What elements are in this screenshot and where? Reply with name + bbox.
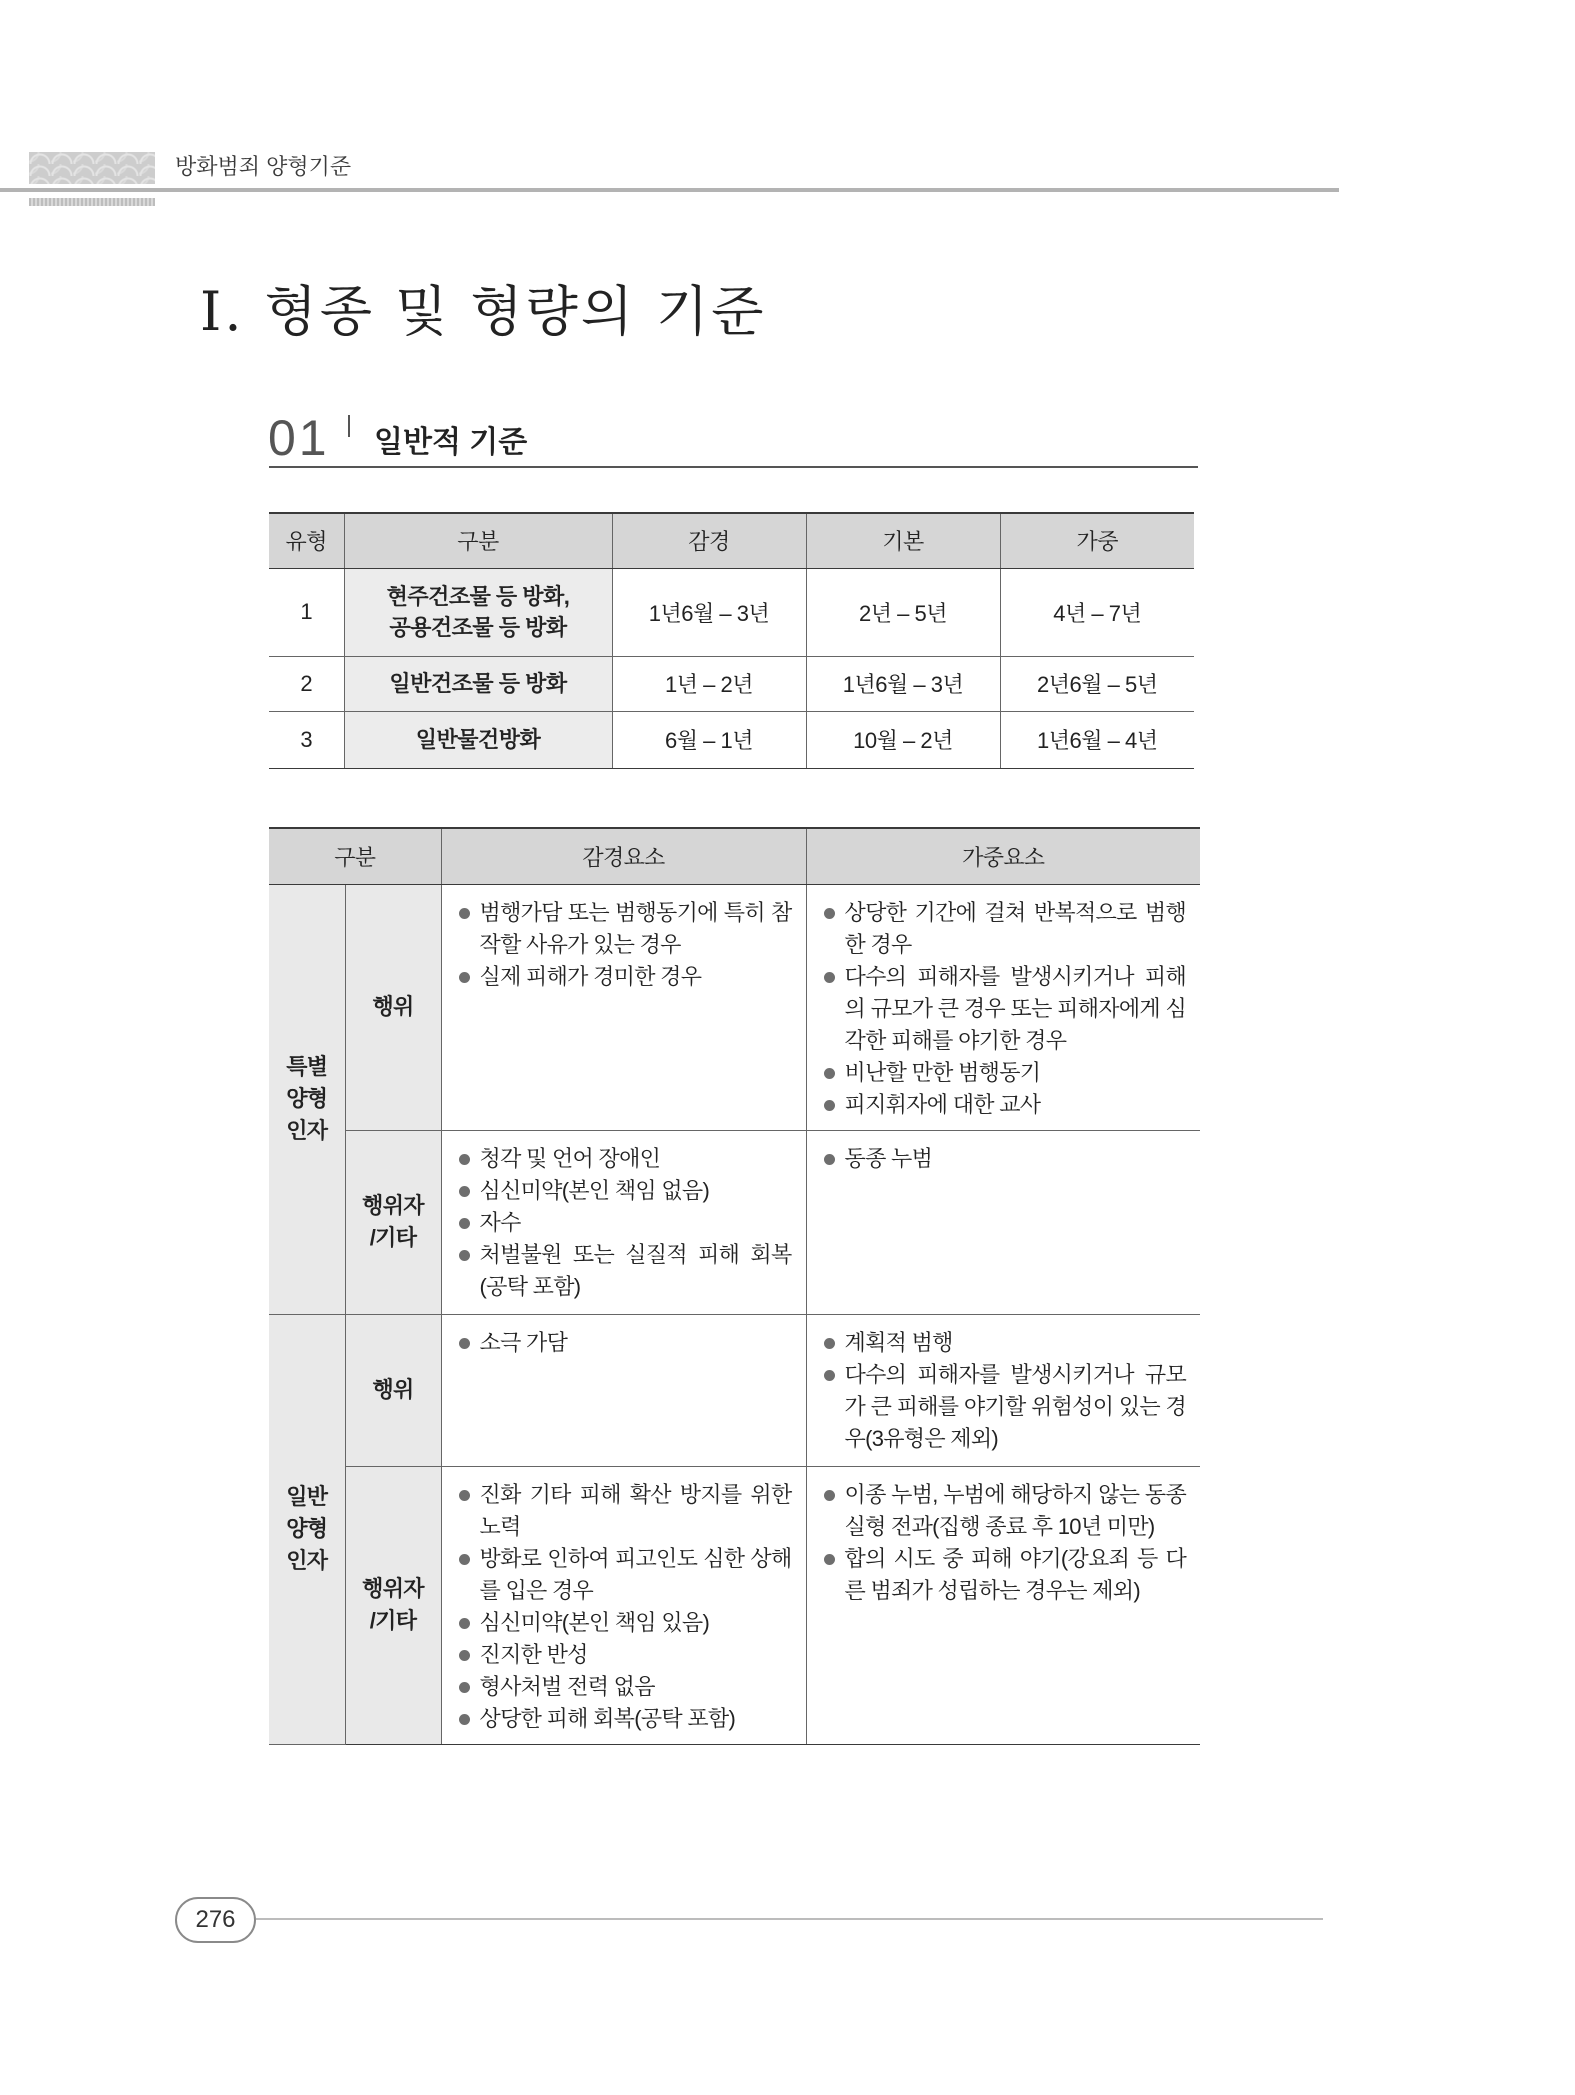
aggravating-factor: 다수의 피해자를 발생시키거나 피해의 규모가 큰 경우 또는 피해자에게 심각한 피해를 야기한 경우 <box>807 961 1187 1057</box>
mitigating-factor-list <box>442 897 792 993</box>
group-label-special-factors <box>269 884 345 1314</box>
subgroup-label-line: /기타 <box>369 1225 417 1250</box>
aggravating-factors-cell <box>806 1130 1200 1314</box>
mitigating-factor: 처벌불원 또는 실질적 피해 회복(공탁 포함) <box>442 1239 792 1303</box>
group-label-general-factors <box>269 1314 345 1744</box>
type-cell: 2 <box>269 656 344 711</box>
group-label-line: 인자 <box>286 1118 328 1143</box>
mitigating-factor: 자수 <box>442 1207 792 1239</box>
column-header-category: 구분 <box>344 513 612 568</box>
sentencing-range-table <box>269 512 1194 769</box>
aggravated-range-cell: 4년 – 7년 <box>1000 568 1194 656</box>
column-header-category: 구분 <box>269 828 441 884</box>
aggravating-factor-list <box>807 1479 1187 1607</box>
table-header-row <box>269 828 1200 884</box>
table-row <box>269 884 1200 1130</box>
table-row <box>269 568 1194 656</box>
column-header-mitigating: 감경요소 <box>441 828 806 884</box>
aggravated-range-cell: 1년6월 – 4년 <box>1000 711 1194 768</box>
aggravating-factors-cell <box>806 884 1200 1130</box>
subgroup-label-line: 행위 <box>372 1377 414 1402</box>
header-rule <box>0 188 1339 192</box>
category-line: 일반건조물 등 방화 <box>389 671 567 696</box>
header-sub-ornament <box>29 198 155 206</box>
section-rule <box>269 466 1198 468</box>
section-title: 일반적 기준 <box>374 426 528 459</box>
mitigating-factors-cell <box>441 1466 806 1744</box>
aggravating-factor: 상당한 기간에 걸쳐 반복적으로 범행한 경우 <box>807 897 1187 961</box>
subgroup-label-line: /기타 <box>369 1608 417 1633</box>
type-cell: 1 <box>269 568 344 656</box>
subgroup-label-line: 행위 <box>372 994 414 1019</box>
mitigating-factor: 실제 피해가 경미한 경우 <box>442 961 792 993</box>
aggravating-factors-cell <box>806 1314 1200 1466</box>
subgroup-label-line: 행위자 <box>362 1576 424 1601</box>
section-number: 01 <box>268 410 330 466</box>
mitigating-factor-list <box>442 1479 792 1735</box>
mitigating-factor: 방화로 인하여 피고인도 심한 상해를 입은 경우 <box>442 1543 792 1607</box>
basic-range-cell: 2년 – 5년 <box>806 568 1000 656</box>
running-title: 방화범죄 양형기준 <box>175 154 352 179</box>
mitigated-range-cell: 6월 – 1년 <box>612 711 806 768</box>
section-divider <box>348 415 350 437</box>
subgroup-label-line: 행위자 <box>362 1193 424 1218</box>
subgroup-label-conduct <box>345 884 441 1130</box>
subgroup-label-offender <box>345 1466 441 1744</box>
mitigating-factor: 상당한 피해 회복(공탁 포함) <box>442 1703 792 1735</box>
mitigating-factor-list <box>442 1143 792 1303</box>
aggravating-factor-list <box>807 1327 1187 1455</box>
column-header-type: 유형 <box>269 513 344 568</box>
header-ornament <box>29 152 155 184</box>
aggravating-factor: 피지휘자에 대한 교사 <box>807 1089 1187 1121</box>
aggravated-range-cell: 2년6월 – 5년 <box>1000 656 1194 711</box>
page-number: 276 <box>175 1897 256 1943</box>
mitigating-factor: 심신미약(본인 책임 없음) <box>442 1175 792 1207</box>
type-cell: 3 <box>269 711 344 768</box>
mitigating-factors-cell <box>441 1130 806 1314</box>
mitigating-factor: 진화 기타 피해 확산 방지를 위한 노력 <box>442 1479 792 1543</box>
mitigating-factors-cell <box>441 884 806 1130</box>
table-row <box>269 1314 1200 1466</box>
group-label-line: 일반 <box>286 1484 328 1509</box>
subgroup-label-conduct <box>345 1314 441 1466</box>
group-label-line: 특별 <box>286 1054 328 1079</box>
mitigated-range-cell: 1년6월 – 3년 <box>612 568 806 656</box>
mitigating-factor: 청각 및 언어 장애인 <box>442 1143 792 1175</box>
mitigating-factor: 진지한 반성 <box>442 1639 792 1671</box>
category-cell <box>344 656 612 711</box>
table-row <box>269 1130 1200 1314</box>
aggravating-factor: 합의 시도 중 피해 야기(강요죄 등 다른 범죄가 성립하는 경우는 제외) <box>807 1543 1187 1607</box>
column-header-basic: 기본 <box>806 513 1000 568</box>
mitigating-factor: 형사처벌 전력 없음 <box>442 1671 792 1703</box>
chapter-title: Ⅰ. 형종 및 형량의 기준 <box>200 280 767 343</box>
category-line: 공용건조물 등 방화 <box>389 615 567 640</box>
aggravating-factor-list <box>807 897 1187 1121</box>
mitigating-factor: 범행가담 또는 범행동기에 특히 참작할 사유가 있는 경우 <box>442 897 792 961</box>
group-label-line: 양형 <box>286 1086 328 1111</box>
category-cell <box>344 711 612 768</box>
table-row <box>269 711 1194 768</box>
mitigating-factor: 소극 가담 <box>442 1327 792 1359</box>
column-header-aggravated: 가중 <box>1000 513 1194 568</box>
column-header-mitigated: 감경 <box>612 513 806 568</box>
mitigating-factor-list <box>442 1327 792 1359</box>
mitigating-factor: 심신미약(본인 책임 있음) <box>442 1607 792 1639</box>
group-label-line: 양형 <box>286 1516 328 1541</box>
table-row <box>269 656 1194 711</box>
aggravating-factor: 이종 누범, 누범에 해당하지 않는 동종 실형 전과(집행 종료 후 10년 미만) <box>807 1479 1187 1543</box>
column-header-aggravating: 가중요소 <box>806 828 1200 884</box>
basic-range-cell: 1년6월 – 3년 <box>806 656 1000 711</box>
subgroup-label-offender <box>345 1130 441 1314</box>
table-header-row <box>269 513 1194 568</box>
aggravating-factor-list <box>807 1143 1187 1175</box>
table-row <box>269 1466 1200 1744</box>
mitigated-range-cell: 1년 – 2년 <box>612 656 806 711</box>
category-cell <box>344 568 612 656</box>
aggravating-factor: 비난할 만한 범행동기 <box>807 1057 1187 1089</box>
aggravating-factor: 동종 누범 <box>807 1143 1187 1175</box>
aggravating-factor: 다수의 피해자를 발생시키거나 규모가 큰 피해를 야기할 위험성이 있는 경우(3유형은 제외) <box>807 1359 1187 1455</box>
aggravating-factors-cell <box>806 1466 1200 1744</box>
sentencing-factor-table <box>269 827 1200 1745</box>
group-label-line: 인자 <box>286 1548 328 1573</box>
category-line: 일반물건방화 <box>415 727 541 752</box>
basic-range-cell: 10월 – 2년 <box>806 711 1000 768</box>
footer-rule <box>256 1918 1323 1920</box>
category-line: 현주건조물 등 방화, <box>386 584 570 609</box>
aggravating-factor: 계획적 범행 <box>807 1327 1187 1359</box>
mitigating-factors-cell <box>441 1314 806 1466</box>
